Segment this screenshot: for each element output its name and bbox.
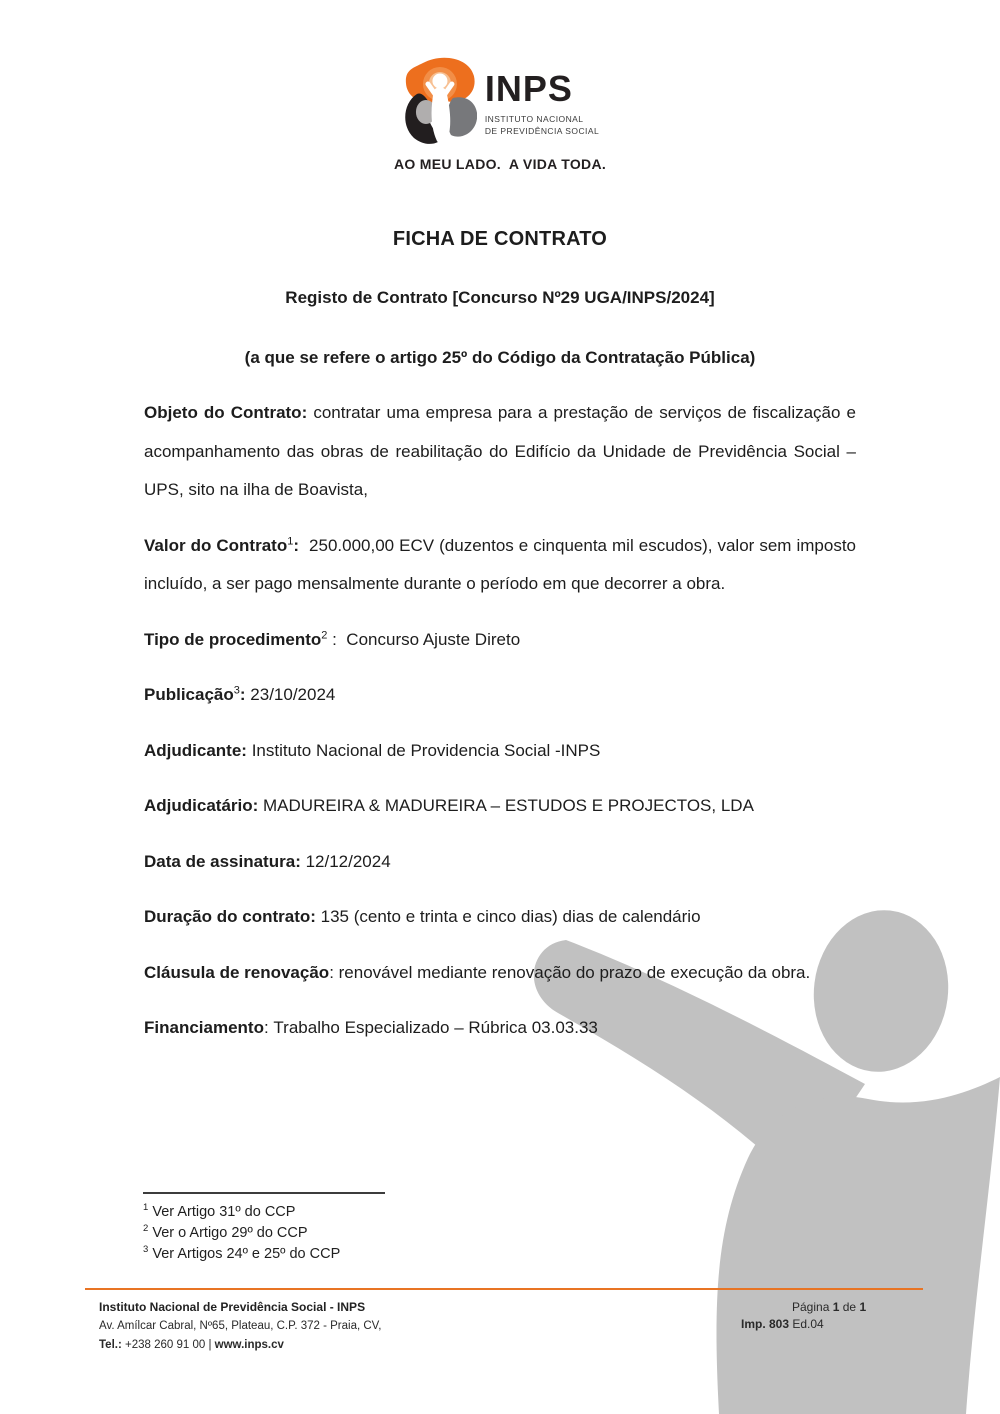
footnote: $^3$ Ver Artigos 24º e 25º do CCP — [143, 1244, 341, 1262]
field-value: Instituto Nacional de Providencia Social -INPS — [251, 740, 601, 760]
field-separator: : — [293, 535, 310, 555]
field-label: Financiamento — [144, 1018, 264, 1037]
page-total: 1 — [859, 1300, 867, 1314]
field-value: renovável mediante renovação do prazo de execução da obra. — [338, 962, 811, 982]
field-value: Concurso Ajuste Direto — [346, 629, 521, 649]
footer-contact — [99, 1336, 381, 1355]
footnotes — [143, 1192, 573, 1265]
footer-separator: | — [208, 1339, 212, 1351]
field-value: MADUREIRA & MADUREIRA – ESTUDOS E PROJECTOS, LDA — [263, 796, 754, 815]
footnote-number: 3 — [143, 1244, 149, 1256]
contract-field — [144, 1009, 856, 1048]
page-of: de — [842, 1300, 857, 1314]
page-label: Página — [792, 1300, 830, 1314]
footer-tel-label: Tel.: — [99, 1339, 122, 1351]
footer-address: Av. Amílcar Cabral, Nº65, Plateau, C.P. 372 - Praia, CV, — [99, 1320, 382, 1332]
footer-website: www.inps.cv — [214, 1339, 284, 1351]
form-reference — [741, 1317, 824, 1331]
field-label: Tipo de procedimento — [144, 629, 322, 649]
contract-field — [144, 527, 856, 604]
imp-edition: Ed.04 — [792, 1317, 824, 1331]
field-label: Cláusula de renovação — [144, 962, 330, 982]
contract-field — [144, 954, 856, 993]
logo-tagline: AO MEU LADO. A VIDA TODA. — [393, 156, 607, 172]
field-label: Duração do contrato — [144, 907, 311, 926]
field-label: Adjudicatário — [144, 796, 253, 815]
field-value: contratar uma empresa para a prestação de serviços de fiscalização e acompanhamento das obras de reabilitação do Edifício da Unidade de Previdência Social – UPS, sito na ilha de Boavista, — [144, 403, 856, 499]
field-value: 23/10/2024 — [250, 685, 336, 704]
field-separator: : — [301, 403, 314, 422]
footnote-ref: 3 — [233, 684, 240, 697]
imp-label: Imp. 803 — [741, 1317, 790, 1331]
contract-field — [144, 621, 856, 660]
field-value: Trabalho Especializado – Rúbrica 03.03.33 — [273, 1018, 598, 1037]
field-separator: : — [310, 907, 321, 926]
field-value: 135 (cento e trinta e cinco dias) dias de calendário — [320, 907, 701, 926]
logo-acronym: INPS — [484, 68, 573, 109]
field-label: Objeto do Contrato — [144, 403, 302, 422]
field-separator: : — [252, 796, 264, 815]
field-separator: : — [295, 851, 306, 871]
page-current: 1 — [832, 1300, 840, 1314]
field-label: Adjudicante — [144, 740, 242, 760]
field-value: 250.000,00 ECV (duzentos e cinquenta mil escudos), valor sem imposto incluído, a ser pago mensalmente durante o período em que decorrer a obra. — [144, 535, 856, 593]
footer-address-block — [99, 1298, 381, 1355]
footnote: $^1$ Ver Artigo 31º do CCP — [143, 1202, 296, 1220]
logo-org-line2: DE PREVIDÊNCIA SOCIAL — [484, 125, 600, 136]
contract-field — [144, 676, 856, 715]
field-label: Publicação — [144, 685, 234, 704]
footnote-ref: 1 — [287, 534, 294, 547]
inps-logo-icon — [401, 56, 477, 146]
contract-field — [144, 394, 856, 510]
field-separator: : — [329, 962, 339, 982]
document-reference: (a que se refere o artigo 25º do Código da Contratação Pública) — [244, 348, 756, 367]
contract-field — [144, 843, 856, 882]
field-value: 12/12/2024 — [305, 851, 391, 871]
contract-field — [144, 787, 856, 826]
footnote-divider — [143, 1192, 385, 1194]
footnote-number: 2 — [143, 1223, 149, 1235]
field-label: Valor do Contrato — [144, 535, 288, 555]
footnote-ref: 2 — [321, 628, 328, 641]
footer-org-name: Instituto Nacional de Previdência Social - INPS — [99, 1300, 366, 1314]
contract-field — [144, 732, 856, 771]
footer-accent-rule — [85, 1288, 923, 1290]
footnote-list — [143, 1202, 573, 1265]
logo-org-line1: INSTITUTO NACIONAL — [484, 114, 584, 124]
contract-fields — [144, 394, 856, 1065]
inps-logo — [394, 56, 606, 172]
field-separator: : — [241, 740, 252, 760]
field-separator: : — [327, 629, 347, 649]
document-subtitle: Registo de Contrato [Concurso Nº29 UGA/INPS/2024] — [285, 288, 715, 307]
page-title: FICHA DE CONTRATO — [392, 228, 608, 250]
field-label: Data de assinatura — [144, 851, 296, 871]
field-separator: : — [239, 685, 251, 704]
contract-field — [144, 898, 856, 937]
footer-tel-number: +238 260 91 00 — [125, 1339, 206, 1351]
footnote: $^2$ Ver o Artigo 29º do CCP — [143, 1223, 308, 1241]
page-number — [792, 1300, 866, 1314]
field-separator: : — [263, 1018, 274, 1037]
footnote-number: 1 — [143, 1202, 149, 1214]
